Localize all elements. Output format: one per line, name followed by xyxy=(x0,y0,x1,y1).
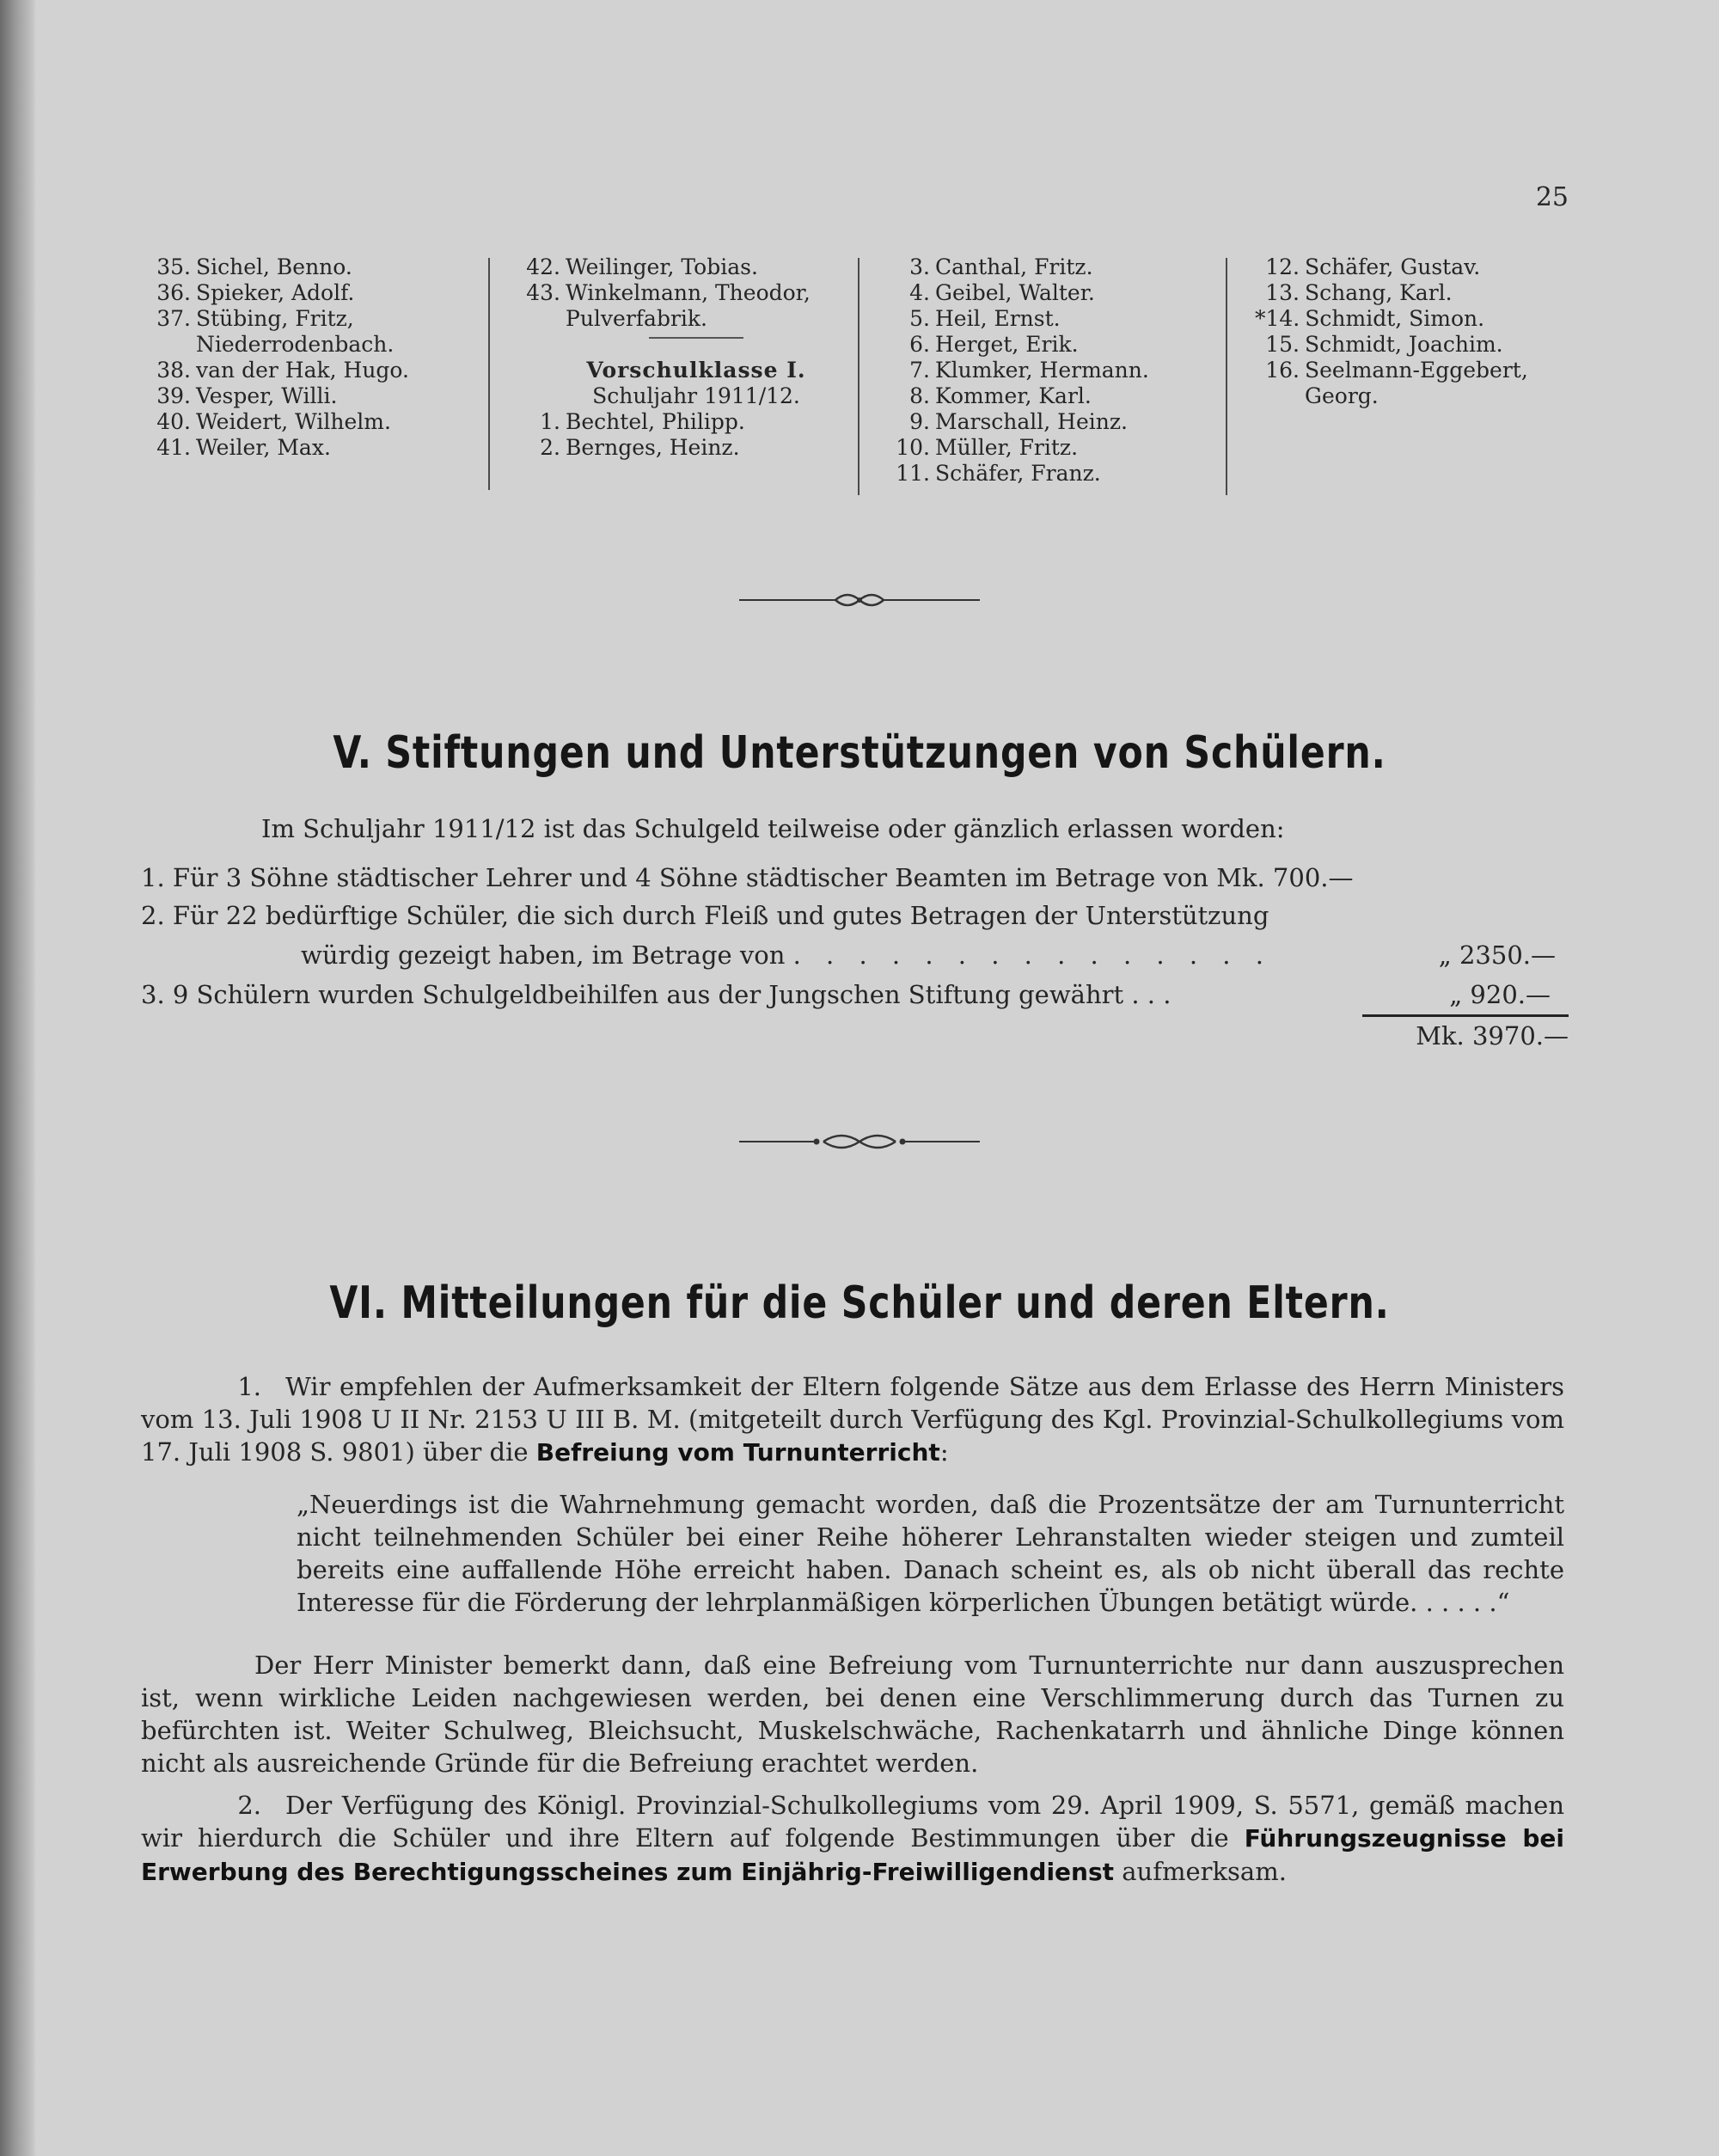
entry-number: 42. xyxy=(526,254,560,279)
roster-column-1 xyxy=(146,254,473,461)
roster-entry xyxy=(885,409,1246,435)
entry-number: 35. xyxy=(156,254,191,279)
grant-item-3-amount: „ 920.— xyxy=(1449,980,1551,1009)
section-6-paragraph-1 xyxy=(141,1370,1564,1469)
section-6-paragraph-1b xyxy=(141,1649,1564,1779)
section-5-heading: V. Stiftungen und Unterstützungen von Schülern. xyxy=(333,727,1386,779)
class-heading: Vorschulklasse I. xyxy=(586,358,806,383)
entry-name: Klumker, Hermann. xyxy=(935,358,1149,383)
roster-entry xyxy=(146,409,473,435)
student-roster xyxy=(138,254,1547,495)
entry-name: Schmidt, Simon. xyxy=(1305,306,1485,331)
entry-name: Schmidt, Joachim. xyxy=(1305,332,1503,357)
school-year: Schuljahr 1911/12. xyxy=(592,383,800,408)
roster-entry xyxy=(1255,280,1616,306)
roster-entry xyxy=(146,435,473,461)
entry-number: 39. xyxy=(156,383,191,408)
roster-entry xyxy=(1255,332,1616,358)
entry-name: Pulverfabrik. xyxy=(566,306,707,331)
paragraph-2-text: Der Verfügung des Königl. Provinzial-Schulkollegiums vom 29. April 1909, S. 5571, gemäß machen wir hierdurch die Schüler und ihre Eltern auf folgende Bestimmungen über die xyxy=(141,1791,1564,1853)
entry-name: Schäfer, Franz. xyxy=(935,461,1101,486)
entry-number: 37. xyxy=(156,306,191,331)
entry-name: Schang, Karl. xyxy=(1305,280,1453,305)
entry-name: Seelmann-Eggebert, xyxy=(1305,358,1528,383)
roster-column-3 xyxy=(885,254,1246,487)
roster-entry xyxy=(146,332,473,358)
ornament-divider-icon xyxy=(739,587,980,613)
entry-number: *14. xyxy=(1255,306,1300,331)
roster-entry xyxy=(516,254,877,280)
roster-column-2 xyxy=(516,254,877,461)
grant-item-1: 1. Für 3 Söhne städtischer Lehrer und 4 Söhne städtischer Beamten im Betrage von Mk. 700.— xyxy=(141,863,1354,892)
paragraph-2-emphasis: Führungszeugnisse bei Erwerbung des Berechtigungsscheines zum Einjährig-Freiwilligendienst xyxy=(141,1824,1565,1886)
paragraph-1-end: : xyxy=(939,1437,949,1467)
section-5-intro: Im Schuljahr 1911/12 ist das Schulgeld teilweise oder gänzlich erlassen worden: xyxy=(261,814,1285,843)
entry-name: Bechtel, Philipp. xyxy=(566,409,745,434)
roster-entry xyxy=(885,280,1246,306)
grant-item-2-text: würdig gezeigt haben, im Betrage von xyxy=(301,940,786,970)
column-divider xyxy=(1226,258,1227,495)
entry-number: 43. xyxy=(526,280,560,305)
grant-item-2-line-1: 2. Für 22 bedürftige Schüler, die sich durch Fleiß und gutes Betragen der Unterstützung xyxy=(141,901,1269,930)
entry-name: Marschall, Heinz. xyxy=(935,409,1128,434)
entry-number: 40. xyxy=(156,409,191,434)
entry-name: Schäfer, Gustav. xyxy=(1305,254,1481,279)
entry-name: Sichel, Benno. xyxy=(196,254,352,279)
entry-number: 6. xyxy=(909,332,930,357)
paragraph-number: 1. xyxy=(237,1372,261,1401)
entry-number: 1. xyxy=(540,409,560,434)
entry-number: 10. xyxy=(896,435,930,460)
entry-number: 7. xyxy=(909,358,930,383)
entry-number: 41. xyxy=(156,435,191,460)
roster-entry xyxy=(1255,383,1616,409)
entry-number: 16. xyxy=(1265,358,1300,383)
entry-number: 13. xyxy=(1265,280,1300,305)
grant-item-3-text: 3. 9 Schülern wurden Schulgeldbeihilfen aus der Jungschen Stiftung gewährt . . . xyxy=(141,980,1171,1009)
entry-number: 3. xyxy=(909,254,930,279)
entry-number: 15. xyxy=(1265,332,1300,357)
entry-name: Weilinger, Tobias. xyxy=(566,254,758,279)
entry-name: Heil, Ernst. xyxy=(935,306,1061,331)
roster-entry xyxy=(885,358,1246,383)
entry-name: van der Hak, Hugo. xyxy=(196,358,409,383)
entry-name: Weidert, Wilhelm. xyxy=(196,409,391,434)
column-divider xyxy=(488,258,490,490)
entry-name: Geibel, Walter. xyxy=(935,280,1095,305)
entry-name: Herget, Erik. xyxy=(935,332,1079,357)
short-divider xyxy=(649,337,743,339)
column-divider xyxy=(858,258,860,495)
grant-item-2-amount: „ 2350.— xyxy=(1438,940,1556,970)
entry-name: Canthal, Fritz. xyxy=(935,254,1093,279)
entry-name: Bernges, Heinz. xyxy=(566,435,740,460)
roster-entry xyxy=(885,383,1246,409)
entry-number: 2. xyxy=(540,435,560,460)
paragraph-2-end: aufmerksam. xyxy=(1122,1857,1287,1886)
entry-name: Kommer, Karl. xyxy=(935,383,1092,408)
entry-number: 9. xyxy=(909,409,930,434)
paragraph-1-emphasis: Befreiung vom Turnunterricht xyxy=(535,1438,940,1467)
grant-item-3 xyxy=(141,978,1551,1011)
paragraph-1-text: Wir empfehlen der Aufmerksamkeit der Eltern folgende Sätze aus dem Erlasse des Herrn Ministers vom 13. Juli 1908 U II Nr. 2153 U III B. M. (mitgeteilt durch Verfügung des Kgl. Provinzial-Schulkollegiums vom 17. Juli 1908 S. 9801) über die xyxy=(141,1372,1564,1467)
roster-entry xyxy=(885,461,1246,487)
entry-name: Georg. xyxy=(1305,383,1379,408)
roster-entry xyxy=(516,435,877,461)
paragraph-1b-text: Der Herr Minister bemerkt dann, daß eine Befreiung vom Turnunterrichte nur dann auszusprechen ist, wenn wirkliche Leiden nachgewiesen werden, bei denen eine Verschlimmerung durch das Turnen zu befürchten ist. Weiter Schulweg, Bleichsucht, Muskelschwäche, Rachenkatarrh und ähnliche Dinge können nicht als ausreichende Gründe für die Befreiung erachtet werden. xyxy=(141,1651,1564,1778)
roster-entry xyxy=(885,435,1246,461)
roster-entry xyxy=(146,358,473,383)
roster-entry xyxy=(146,280,473,306)
roster-entry xyxy=(885,254,1246,280)
ornament-divider-icon xyxy=(739,1129,980,1155)
roster-entry xyxy=(1255,306,1616,332)
section-6-heading: VI. Mitteilungen für die Schüler und deren Eltern. xyxy=(329,1277,1390,1329)
entry-number: 5. xyxy=(909,306,930,331)
entry-name: Vesper, Willi. xyxy=(196,383,338,408)
paragraph-number: 2. xyxy=(237,1791,261,1820)
entry-number: 8. xyxy=(909,383,930,408)
entry-number: 38. xyxy=(156,358,191,383)
roster-entry xyxy=(146,306,473,332)
ministerial-quote: „Neuerdings ist die Wahrnehmung gemacht worden, daß die Prozentsätze der am Turnunterricht nicht teilnehmenden Schüler bei einer Reihe höherer Lehranstalten wieder steigen und zumteil bereits eine auffallende Höhe erreicht haben. Danach scheint es, als ob nicht überall das rechte Interesse für die Förderung der lehrplanmäßigen körperlichen Übungen betätigt würde. . . . . .“ xyxy=(297,1490,1564,1617)
entry-name: Stübing, Fritz, xyxy=(196,306,354,331)
roster-entry xyxy=(885,332,1246,358)
roster-entry xyxy=(1255,254,1616,280)
leader-dots: . . . . . . . . . . . . . . . xyxy=(792,940,1272,970)
page-edge-shadow xyxy=(0,0,36,2156)
roster-entry xyxy=(516,409,877,435)
grant-total: Mk. 3970.— xyxy=(1362,1014,1569,1053)
roster-entry xyxy=(1255,358,1616,383)
entry-number: 4. xyxy=(909,280,930,305)
roster-entry xyxy=(516,280,877,306)
roster-entry xyxy=(885,306,1246,332)
entry-name: Spieker, Adolf. xyxy=(196,280,355,305)
entry-name: Niederrodenbach. xyxy=(196,332,395,357)
entry-number: 36. xyxy=(156,280,191,305)
entry-name: Winkelmann, Theodor, xyxy=(566,280,811,305)
roster-entry xyxy=(146,383,473,409)
roster-column-4 xyxy=(1255,254,1616,409)
entry-number: 12. xyxy=(1265,254,1300,279)
page-number: 25 xyxy=(1535,182,1569,212)
entry-name: Weiler, Max. xyxy=(196,435,331,460)
entry-number: 11. xyxy=(896,461,930,486)
entry-name: Müller, Fritz. xyxy=(935,435,1079,460)
roster-entry xyxy=(146,254,473,280)
section-6-paragraph-2 xyxy=(141,1789,1564,1889)
grant-item-2-line-2 xyxy=(301,939,1556,971)
roster-entry xyxy=(516,306,877,332)
